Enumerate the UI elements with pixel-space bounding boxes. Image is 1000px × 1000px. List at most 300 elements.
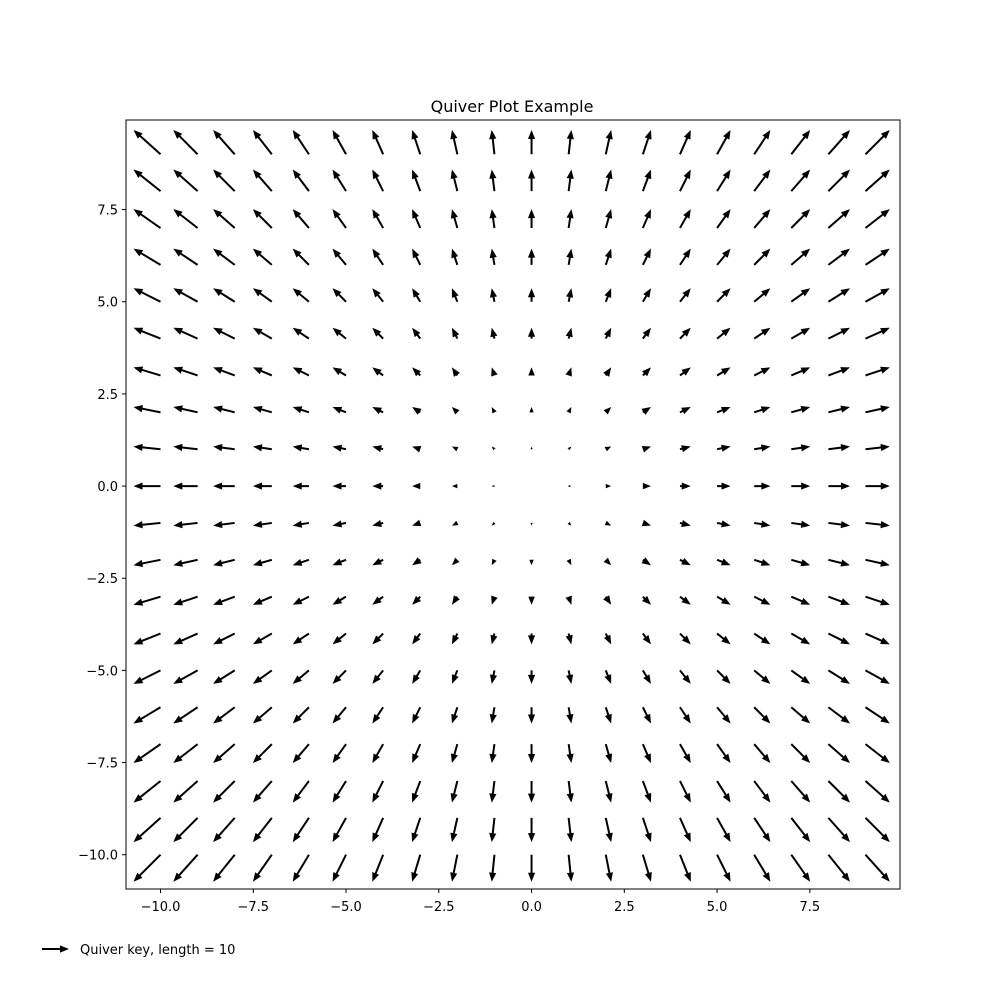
quiver-arrow <box>134 596 161 606</box>
quiver-arrow <box>451 781 459 803</box>
quiver-arrow <box>828 444 850 451</box>
x-tick-label: 0.0 <box>521 900 542 915</box>
quiver-arrow <box>253 288 272 302</box>
y-axis <box>78 204 126 864</box>
quiver-arrow <box>134 633 161 645</box>
quiver-arrow <box>642 288 651 302</box>
quiver-arrow <box>528 670 535 684</box>
quiver-arrow <box>173 780 198 802</box>
quiver-arrow <box>865 130 890 155</box>
quiver-arrow <box>489 170 496 192</box>
x-tick-label: −5.0 <box>330 900 362 915</box>
quiver-arrow <box>791 367 810 376</box>
quiver-arrow <box>680 520 691 527</box>
quiver-arrow <box>452 521 458 526</box>
quiver-arrow <box>716 170 730 192</box>
quiver-arrow <box>753 817 770 842</box>
quiver-arrow <box>134 706 162 723</box>
x-tick-label: 2.5 <box>613 900 635 915</box>
quiver-arrow <box>253 130 273 155</box>
quiver-arrow <box>865 670 890 684</box>
quiver-arrow <box>605 818 613 843</box>
quiver-arrow <box>568 522 572 526</box>
quiver-arrow <box>213 521 235 528</box>
arrows-layer <box>134 130 890 882</box>
quiver-arrow <box>603 595 611 604</box>
quiver-arrow <box>173 288 198 302</box>
quiver-arrow <box>372 707 384 724</box>
quiver-arrow <box>828 633 850 645</box>
quiver-arrow <box>680 407 691 414</box>
quiver-arrow <box>566 328 573 339</box>
quiver-arrow <box>566 249 573 265</box>
quiver-arrow <box>791 328 810 340</box>
quiver-arrow <box>372 744 384 763</box>
quiver-arrow <box>679 249 691 266</box>
quiver-arrow <box>213 780 235 802</box>
quiver-arrow <box>716 854 730 881</box>
quiver-arrow <box>333 209 347 228</box>
quiver-arrow <box>253 367 272 376</box>
quiver-arrow <box>605 170 613 192</box>
quiver-arrow <box>642 328 651 339</box>
quiver-arrow <box>333 707 347 724</box>
quiver-arrow <box>293 559 310 566</box>
quiver-arrow <box>865 743 890 763</box>
quiver-arrow <box>333 596 347 605</box>
quiver-arrow <box>333 328 347 340</box>
quiver-arrow <box>173 596 198 606</box>
quiver-arrow <box>372 854 384 881</box>
quiver-arrow <box>754 444 770 451</box>
quiver-arrow <box>213 209 235 229</box>
quiver-arrow <box>753 743 770 763</box>
quiver-arrow <box>134 288 161 302</box>
quiver-arrow <box>865 405 890 413</box>
quiver-arrow <box>253 209 273 229</box>
quiver-arrow <box>791 780 811 802</box>
quiver-arrow <box>293 854 310 882</box>
quiver-arrow <box>451 249 458 266</box>
quiver-arrow <box>717 407 731 414</box>
quiver-arrow <box>828 328 850 340</box>
quiver-arrow <box>865 249 890 266</box>
quiver-arrow <box>791 444 810 451</box>
quiver-arrow <box>680 445 691 452</box>
quiver-arrow <box>679 170 691 192</box>
quiver-arrow <box>865 521 889 528</box>
quiver-arrow <box>753 854 770 882</box>
quiver-arrow <box>679 367 690 376</box>
quiver-arrow <box>679 633 691 645</box>
quiver-arrow <box>828 482 850 489</box>
x-tick-label: −2.5 <box>423 900 455 915</box>
quiver-arrow <box>451 209 458 228</box>
quiver-arrow <box>412 483 420 489</box>
quiver-key <box>42 943 235 958</box>
quiver-arrow <box>372 633 384 645</box>
quiver-arrow <box>412 209 421 228</box>
quiver-arrow <box>452 484 457 488</box>
quiver-arrow <box>412 557 421 565</box>
quiver-arrow <box>642 633 651 644</box>
quiver-arrow <box>293 249 310 266</box>
quiver-arrow <box>530 447 532 450</box>
quiver-arrow <box>566 288 573 302</box>
quiver-arrow <box>679 744 691 763</box>
quiver-arrow <box>490 707 497 723</box>
quiver-arrow <box>489 744 496 763</box>
quiver-arrow <box>173 482 197 489</box>
quiver-arrow <box>490 249 497 265</box>
quiver-arrow <box>134 780 162 802</box>
quiver-arrow <box>134 482 161 489</box>
quiver-arrow <box>865 367 890 377</box>
quiver-arrow <box>253 743 273 763</box>
quiver-arrow <box>716 707 730 724</box>
quiver-arrow <box>213 706 235 723</box>
quiver-arrow <box>641 557 650 565</box>
quiver-arrow <box>372 249 384 266</box>
quiver-arrow <box>679 130 691 155</box>
quiver-arrow <box>567 170 574 192</box>
chart-title: Quiver Plot Example <box>430 97 594 116</box>
quiver-arrow <box>865 170 890 192</box>
quiver-arrow <box>333 854 347 881</box>
quiver-arrow <box>333 780 347 802</box>
quiver-arrow <box>605 209 612 228</box>
quiver-arrow <box>492 485 495 487</box>
quiver-arrow <box>173 328 198 340</box>
quiver-arrow <box>293 817 310 842</box>
quiver-arrow <box>642 781 651 803</box>
quiver-arrow <box>134 521 161 528</box>
quiver-arrow <box>754 559 771 566</box>
quiver-arrow <box>566 670 573 684</box>
quiver-arrow <box>134 854 162 882</box>
quiver-arrow <box>490 288 497 302</box>
quiver-arrow <box>605 447 611 452</box>
quiver-arrow <box>411 854 421 881</box>
quiver-arrow <box>333 170 347 192</box>
quiver-arrow <box>412 818 422 843</box>
quiver-arrow <box>529 560 533 565</box>
quiver-arrow <box>791 209 811 229</box>
quiver-arrow <box>293 288 310 302</box>
quiver-arrow <box>412 781 421 803</box>
y-tick-label: 2.5 <box>97 387 118 403</box>
quiver-arrow <box>865 288 890 302</box>
quiver-arrow <box>528 634 535 645</box>
quiver-arrow <box>790 817 810 842</box>
quiver-arrow <box>134 670 161 684</box>
quiver-arrow <box>642 446 651 452</box>
quiver-arrow <box>333 744 347 763</box>
quiver-arrow <box>791 670 810 684</box>
quiver-arrow <box>213 854 235 882</box>
quiver-arrow <box>679 209 691 228</box>
quiver-arrow <box>753 130 770 155</box>
quiver-arrow <box>293 707 310 724</box>
quiver-arrow <box>450 130 458 155</box>
quiver-arrow <box>412 170 421 192</box>
quiver-arrow <box>680 482 691 489</box>
quiver-arrow <box>716 288 730 302</box>
quiver-arrow <box>642 367 651 376</box>
quiver-arrow <box>372 170 384 192</box>
quiver-arrow <box>566 707 573 723</box>
quiver-arrow <box>753 170 770 192</box>
quiver-arrow <box>528 744 535 763</box>
x-tick-label: −10.0 <box>140 900 181 915</box>
quiver-arrow <box>528 288 535 302</box>
quiver-arrow <box>253 780 273 802</box>
quiver-arrow <box>253 328 272 340</box>
quiver-arrow <box>828 130 850 155</box>
quiver-arrow <box>791 521 810 528</box>
quiver-arrow <box>717 520 731 527</box>
quiver-arrow <box>642 744 651 763</box>
x-axis <box>141 889 821 915</box>
quiver-arrow <box>293 743 310 763</box>
quiver-arrow <box>754 406 771 413</box>
quiver-arrow <box>253 444 272 451</box>
quiver-arrow <box>828 670 850 684</box>
quiver-arrow <box>293 521 309 528</box>
quiver-arrow <box>567 855 574 882</box>
quiver-arrow <box>679 596 690 605</box>
quiver-arrow <box>452 367 460 376</box>
quiver-arrow <box>642 130 652 155</box>
quiver-arrow <box>293 780 310 802</box>
quiver-arrow <box>567 209 574 228</box>
quiver-arrow <box>293 209 310 229</box>
quiver-arrow <box>490 328 497 339</box>
quiver-arrow <box>716 130 730 155</box>
quiver-arrow <box>372 520 383 527</box>
quiver-arrow <box>333 130 347 155</box>
quiver-arrow <box>753 780 770 802</box>
quiver-arrow <box>451 744 458 763</box>
quiver-arrow <box>489 855 496 882</box>
quiver-arrow <box>333 288 347 302</box>
quiver-arrow <box>529 407 533 412</box>
quiver-arrow <box>293 130 310 155</box>
quiver-arrow <box>451 707 458 724</box>
quiver-arrow <box>680 558 691 565</box>
quiver-arrow <box>412 633 421 644</box>
quiver-arrow <box>605 521 611 526</box>
quiver-arrow <box>605 744 612 763</box>
quiver-key-arrow <box>42 945 69 952</box>
quiver-arrow <box>643 483 651 489</box>
quiver-arrow <box>528 328 535 339</box>
quiver-arrow <box>412 367 421 376</box>
x-tick-label: 5.0 <box>706 900 728 915</box>
y-tick-label: 5.0 <box>97 295 118 311</box>
quiver-arrow <box>606 484 611 488</box>
axes-frame <box>126 120 900 889</box>
quiver-arrow <box>173 367 198 377</box>
quiver-arrow <box>253 670 272 684</box>
quiver-arrow <box>865 596 890 606</box>
quiver-arrow <box>828 170 850 192</box>
quiver-arrow <box>791 482 810 489</box>
quiver-arrow <box>754 367 771 376</box>
quiver-arrow <box>451 170 459 192</box>
quiver-arrow <box>566 633 573 644</box>
quiver-arrow <box>791 559 810 566</box>
quiver-arrow <box>716 328 730 340</box>
quiver-arrow <box>828 780 850 802</box>
quiver-arrow <box>412 130 422 155</box>
quiver-arrow <box>865 444 889 451</box>
quiver-arrow <box>134 170 162 192</box>
quiver-arrow <box>642 854 652 881</box>
quiver-arrow <box>716 209 730 228</box>
quiver-arrow <box>452 633 459 644</box>
quiver-arrow <box>865 209 890 229</box>
y-tick-label: −5.0 <box>86 664 118 680</box>
quiver-arrow <box>605 249 612 266</box>
quiver-arrow <box>528 855 535 882</box>
y-tick-label: 0.0 <box>97 480 118 496</box>
quiver-arrow <box>412 407 421 415</box>
quiver-arrow <box>173 521 197 528</box>
quiver-arrow <box>372 817 384 842</box>
quiver-arrow <box>372 328 384 340</box>
quiver-arrow <box>253 559 272 566</box>
quiver-arrow <box>333 520 347 527</box>
quiver-arrow <box>213 670 235 684</box>
quiver-arrow <box>828 406 850 414</box>
quiver-arrow <box>604 558 612 566</box>
quiver-arrow <box>528 130 535 154</box>
quiver-arrow <box>412 707 421 724</box>
quiver-arrow <box>717 559 731 566</box>
quiver-arrow <box>754 670 771 684</box>
quiver-arrow <box>372 367 383 376</box>
quiver-arrow <box>372 596 383 605</box>
quiver-arrow <box>604 328 611 339</box>
quiver-arrow <box>293 633 310 645</box>
quiver-arrow <box>716 633 730 645</box>
quiver-arrow <box>372 407 383 414</box>
quiver-arrow <box>604 633 611 644</box>
quiver-arrow <box>754 521 770 528</box>
quiver-arrow <box>528 170 535 192</box>
quiver-arrow <box>642 707 651 724</box>
quiver-key-label: Quiver key, length = 10 <box>80 943 236 958</box>
quiver-arrow <box>865 780 890 802</box>
quiver-arrow <box>293 367 310 376</box>
quiver-arrow <box>791 707 811 724</box>
quiver-arrow <box>791 633 810 645</box>
quiver-arrow <box>134 328 161 340</box>
quiver-arrow <box>253 854 273 882</box>
quiver-arrow <box>293 482 309 489</box>
y-tick-label: −10.0 <box>78 848 118 864</box>
quiver-arrow <box>679 670 691 684</box>
quiver-arrow <box>605 855 613 882</box>
quiver-arrow <box>865 633 890 645</box>
quiver-arrow <box>567 781 574 803</box>
quiver-arrow <box>134 405 161 413</box>
quiver-arrow <box>134 817 162 842</box>
quiver-arrow <box>213 633 235 645</box>
quiver-arrow <box>489 130 496 154</box>
quiver-arrow <box>253 633 272 645</box>
quiver-arrow <box>293 406 310 413</box>
quiver-arrow <box>716 817 730 842</box>
quiver-arrow <box>134 209 162 229</box>
quiver-arrow <box>605 781 613 803</box>
x-tick-label: −7.5 <box>237 900 270 915</box>
quiver-arrow <box>293 596 310 605</box>
quiver-arrow <box>679 288 691 302</box>
quiver-arrow <box>754 596 771 605</box>
quiver-arrow <box>828 249 850 266</box>
quiver-arrow <box>253 817 273 842</box>
quiver-arrow <box>213 559 235 567</box>
quiver-arrow <box>754 482 770 489</box>
quiver-arrow <box>452 595 460 604</box>
y-tick-label: 7.5 <box>97 203 118 219</box>
quiver-arrow <box>568 447 572 451</box>
quiver-arrow <box>372 130 384 155</box>
quiver-arrow <box>679 328 691 340</box>
quiver-arrow <box>528 707 535 723</box>
quiver-arrow <box>492 407 497 413</box>
quiver-arrow <box>865 706 890 723</box>
quiver-arrow <box>528 249 535 265</box>
quiver-arrow <box>492 522 496 526</box>
quiver-arrow <box>790 130 810 155</box>
quiver-arrow <box>452 328 459 339</box>
quiver-arrow <box>173 854 198 882</box>
quiver-arrow <box>412 596 421 605</box>
quiver-arrow <box>173 743 198 763</box>
quiver-arrow <box>452 447 458 452</box>
quiver-arrow <box>293 444 309 451</box>
quiver-arrow <box>333 670 347 684</box>
quiver-arrow <box>412 328 421 339</box>
quiver-arrow <box>253 707 273 724</box>
quiver-arrow <box>753 707 770 724</box>
quiver-arrow <box>865 817 890 842</box>
quiver-arrow <box>253 249 273 266</box>
quiver-arrow <box>213 249 235 266</box>
quiver-arrow <box>828 288 850 302</box>
quiver-arrow <box>641 407 650 415</box>
quiver-arrow <box>528 818 535 842</box>
quiver-arrow <box>791 743 811 763</box>
quiver-arrow <box>753 249 770 266</box>
y-tick-label: −2.5 <box>86 572 118 588</box>
quiver-arrow <box>754 633 771 645</box>
quiver-arrow <box>528 367 534 375</box>
quiver-arrow <box>293 170 310 192</box>
quiver-arrow <box>333 633 347 645</box>
quiver-arrow <box>213 482 235 489</box>
quiver-arrow <box>253 406 272 413</box>
quiver-arrow <box>213 367 235 376</box>
quiver-arrow <box>134 367 161 377</box>
quiver-arrow <box>173 633 198 645</box>
quiver-arrow <box>491 367 497 376</box>
quiver-arrow <box>716 780 730 802</box>
quiver-arrow <box>333 407 347 414</box>
